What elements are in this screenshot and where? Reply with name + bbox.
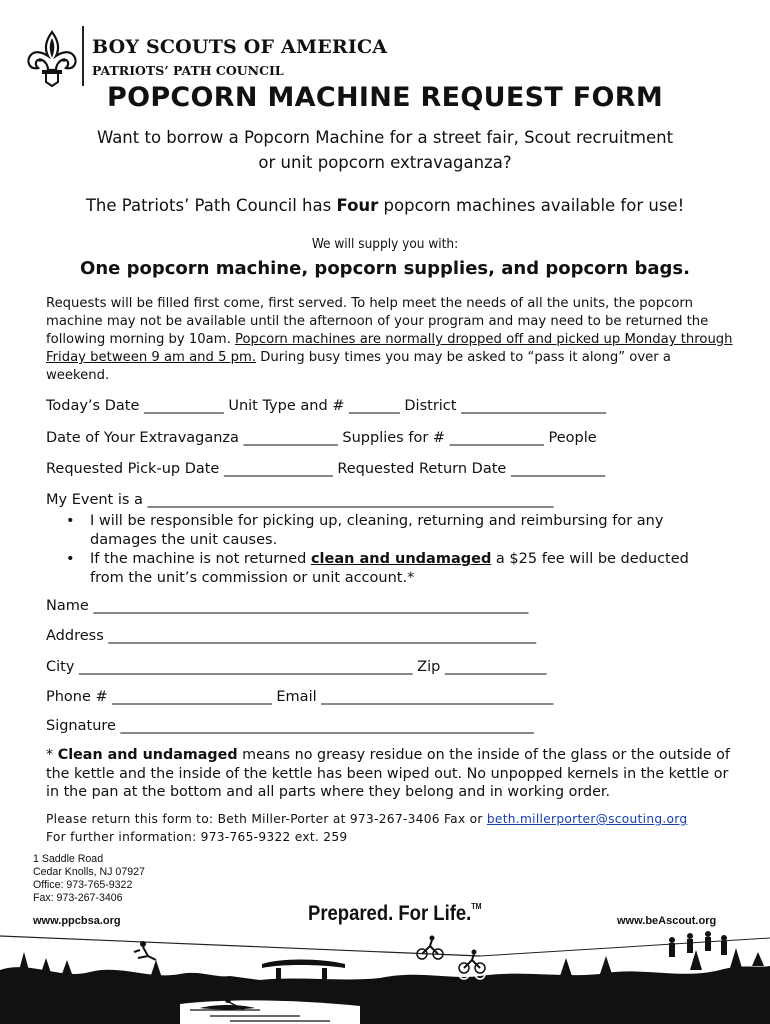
slogan: Prepared. For Life.™ xyxy=(308,902,482,925)
council-website-link[interactable]: www.ppcbsa.org xyxy=(33,915,121,927)
city-zip-field[interactable]: City ______________________________________________ Zip ______________ xyxy=(46,659,547,675)
supply-list: One popcorn machine, popcorn supplies, and popcorn bags. xyxy=(80,258,690,279)
intro-line-2: or unit popcorn extravaganza? xyxy=(258,153,512,172)
org-name: BOY SCOUTS OF AMERICA xyxy=(92,36,388,58)
fleur-de-lis-emblem-icon xyxy=(24,30,80,88)
email-link[interactable]: beth.millerporter@scouting.org xyxy=(486,812,688,826)
form-title: POPCORN MACHINE REQUEST FORM xyxy=(106,82,664,113)
signature-field[interactable]: Signature _________________________________________________________ xyxy=(46,718,534,734)
extravaganza-supplies-field[interactable]: Date of Your Extravaganza _____________ Supplies for # _____________ People xyxy=(46,430,597,446)
council-availability: The Patriots’ Path Council has Four popcorn machines available for use! xyxy=(85,196,685,215)
address-field[interactable]: Address ___________________________________________________________ xyxy=(46,628,537,644)
council-name: PATRIOTS’ PATH COUNCIL xyxy=(92,63,284,78)
fee-bullet: • If the machine is not returned clean and undamaged a $25 fee will be deducted from the unit’s commission or unit account.* xyxy=(66,551,689,586)
council-address: 1 Saddle Road Cedar Knolls, NJ 07927 Office: 973-765-9322 Fax: 973-267-3406 xyxy=(33,853,145,904)
outdoor-activities-landscape-icon xyxy=(0,930,770,1024)
name-field[interactable]: Name ____________________________________________________________ xyxy=(46,598,529,614)
intro-line-1: Want to borrow a Popcorn Machine for a street fair, Scout recruitment xyxy=(96,128,674,147)
event-field[interactable]: My Event is a ________________________________________________________ xyxy=(46,492,554,508)
phone-email-field[interactable]: Phone # ______________________ Email ________________________________ xyxy=(46,689,554,705)
responsibility-bullet: • I will be responsible for picking up, cleaning, returning and reimbursing for any damages the unit causes. xyxy=(66,513,664,548)
supply-intro: We will supply you with: xyxy=(311,236,459,252)
beascout-website-link[interactable]: www.beAscout.org xyxy=(617,915,717,927)
date-unit-district-field[interactable]: Today’s Date ___________ Unit Type and # _______ District ____________________ xyxy=(46,398,607,414)
pickup-return-field[interactable]: Requested Pick-up Date _______________ Requested Return Date _____________ xyxy=(46,461,606,477)
return-info: Please return this form to: Beth Miller-Porter at 973-267-3406 Fax or beth.millerporter@scouting.org For further information: 973-765-9322 ext. 259 xyxy=(46,812,688,844)
clean-definition-footnote: * Clean and undamaged means no greasy residue on the inside of the glass or the outside of the kettle and the inside of the kettle has been wiped out. No unpopped kernels in the kettle or in the pan at the bottom and all parts where they belong and in working order. xyxy=(46,747,730,800)
rules-paragraph: Requests will be filled first come, first served. To help meet the needs of all the units, the popcorn machine may not be available until the afternoon of your program and may need to be returned the following morning by 10am. Popcorn machines are normally dropped off and picked up Monday through Friday between 9 am and 5 pm. During busy times you may be asked to “pass it along” over a weekend. xyxy=(46,296,733,383)
logo-divider xyxy=(82,26,84,86)
